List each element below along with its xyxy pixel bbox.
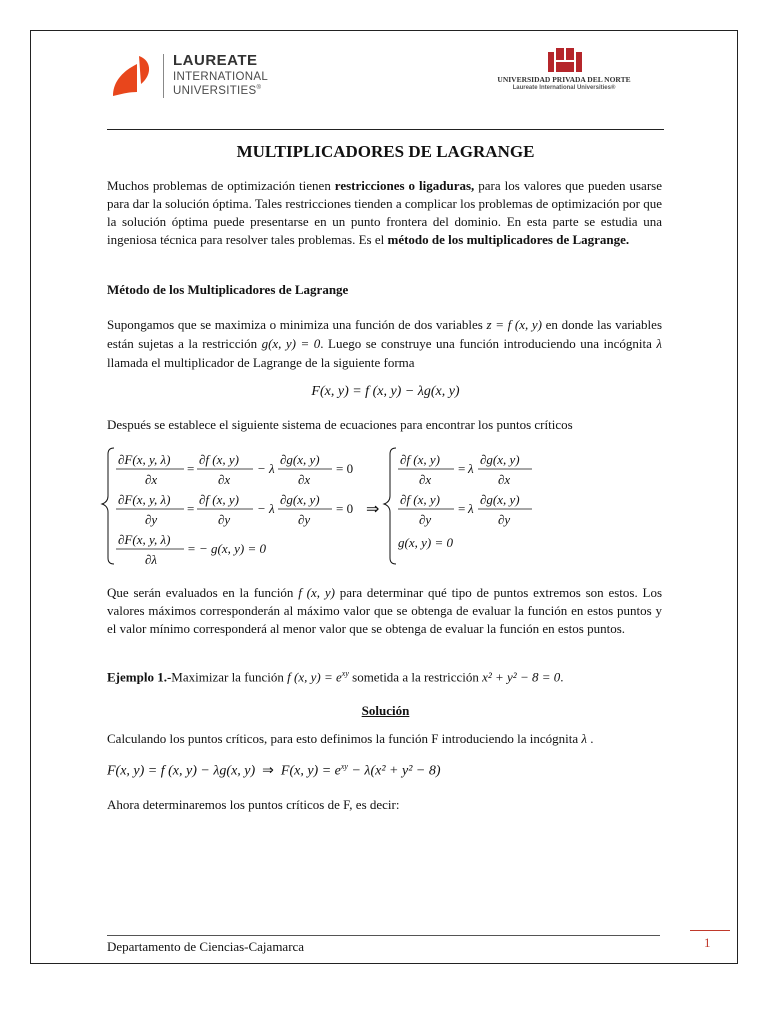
page-number: 1 <box>704 935 711 950</box>
svg-text:=: = <box>458 501 466 516</box>
svg-text:∂g(x, y): ∂g(x, y) <box>280 492 320 507</box>
svg-text:∂λ: ∂λ <box>145 552 158 567</box>
upn-name: UNIVERSIDAD PRIVADA DEL NORTE <box>497 75 631 84</box>
page-title: MULTIPLICADORES DE LAGRANGE <box>236 142 535 161</box>
upn-emblem-icon <box>548 48 582 72</box>
svg-text:∂F(x, y, λ): ∂F(x, y, λ) <box>118 532 171 547</box>
footer-department: Departamento de Ciencias-Cajamarca <box>107 939 305 954</box>
svg-text:= − g(x, y) = 0: = − g(x, y) = 0 <box>187 541 267 556</box>
svg-text:∂x: ∂x <box>498 472 511 487</box>
svg-text:∂y: ∂y <box>298 512 311 527</box>
svg-text:∂y: ∂y <box>498 512 511 527</box>
laureate-line3: UNIVERSITIES® <box>173 85 262 97</box>
svg-text:∂x: ∂x <box>298 472 311 487</box>
svg-text:∂y: ∂y <box>218 512 231 527</box>
svg-text:∂x: ∂x <box>419 472 432 487</box>
equation-system <box>100 440 660 570</box>
l1-num: ∂F(x, y, λ) <box>118 452 171 467</box>
example-1: Ejemplo 1.-Maximizar la función f (x, $y) = e^{xy}$ sometida a la restricción x² + y² − 8 = 0. <box>107 669 564 685</box>
svg-text:∂F(x, y, λ): ∂F(x, y, λ) <box>118 492 171 507</box>
svg-text:g(x, y) = 0: g(x, y) = 0 <box>398 535 453 550</box>
header-rule <box>107 129 664 130</box>
definition-paragraph: Supongamos que se maximiza o minimiza una función de dos variables z = f (x, y) en donde las variables están sujetas a la restricción g(x, y) = 0. Luego se construye una función introduciendo una incógnita λ llamada el multiplicador de Lagrange de la siguiente forma <box>107 317 662 370</box>
svg-text:∂g(x, y): ∂g(x, y) <box>480 492 520 507</box>
svg-text:∂f (x, y): ∂f (x, y) <box>199 452 239 467</box>
lagrangian-example-equation: F(x, y) = f (x, y) − λg(x, y) ⇒ F(x, $y) = e^{xy} - \lambda(x^2 + y^2 - 8)$ <box>107 762 441 779</box>
page-number-rule <box>690 930 730 931</box>
svg-text:− λ: − λ <box>257 501 275 516</box>
svg-text:∂y: ∂y <box>145 512 158 527</box>
section-heading: Método de los Multiplicadores de Lagrange <box>107 282 349 297</box>
laureate-line2: INTERNATIONAL <box>173 71 269 83</box>
laureate-name: LAUREATE <box>173 52 258 69</box>
svg-text:− λ: − λ <box>257 461 275 476</box>
svg-text:∂f (x, y): ∂f (x, y) <box>199 492 239 507</box>
upn-logo <box>478 48 658 98</box>
svg-text:= 0: = 0 <box>336 501 354 516</box>
svg-text:∂f (x, y): ∂f (x, y) <box>400 452 440 467</box>
intro-paragraph: Muchos problemas de optimización tienen restricciones o ligaduras, para los valores que pueden usarse para dar la solución óptima. Tales restricciones tienden a complicar los problemas de optimización por que la solución óptima puede presentarse en un punto frontera del dominio. En esta parte se estudia una ingeniosa técnica para resolver tales problemas. Es el método de los multiplicadores de Lagrange. <box>107 178 662 247</box>
solution-heading: Solución <box>361 703 410 718</box>
svg-text:=: = <box>187 501 195 516</box>
solution-intro: Calculando los puntos críticos, para esto definimos la función F introduciendo la incógnita λ . <box>107 731 594 746</box>
svg-text:∂y: ∂y <box>419 512 432 527</box>
svg-text:∂f (x, y): ∂f (x, y) <box>400 492 440 507</box>
svg-text:∂g(x, y): ∂g(x, y) <box>280 452 320 467</box>
svg-text:λ: λ <box>468 501 474 516</box>
svg-text:= 0: = 0 <box>336 461 354 476</box>
evaluation-paragraph: Que serán evaluados en la función f (x, y) para determinar qué tipo de puntos extremos son estos. Los valores máximos corresponderán al máximo valor que se obtenga de evaluar la función en estos puntos y el valor mínimo corresponderá al menor valor que se obtenga de evaluar la función en estos puntos. <box>107 585 663 636</box>
svg-text:=: = <box>458 461 466 476</box>
svg-text:=: = <box>187 461 195 476</box>
lagrangian-equation: F(x, y) = f (x, y) − λg(x, y) <box>311 384 460 399</box>
footer-rule <box>107 935 660 936</box>
svg-text:∂g(x, y): ∂g(x, y) <box>480 452 520 467</box>
system-intro-paragraph: Después se establece el siguiente sistema de ecuaciones para encontrar los puntos críticos <box>107 417 573 432</box>
l1-den: ∂x <box>145 472 158 487</box>
critical-points-paragraph: Ahora determinaremos los puntos críticos de F, es decir: <box>107 797 400 812</box>
svg-text:λ: λ <box>468 461 474 476</box>
upn-subtitle: Laureate International Universities® <box>512 85 616 91</box>
logo-divider <box>163 54 164 98</box>
laureate-logo <box>107 52 277 102</box>
svg-text:⇒: ⇒ <box>366 501 380 518</box>
svg-text:∂x: ∂x <box>218 472 231 487</box>
laureate-leaf-icon <box>107 52 157 102</box>
